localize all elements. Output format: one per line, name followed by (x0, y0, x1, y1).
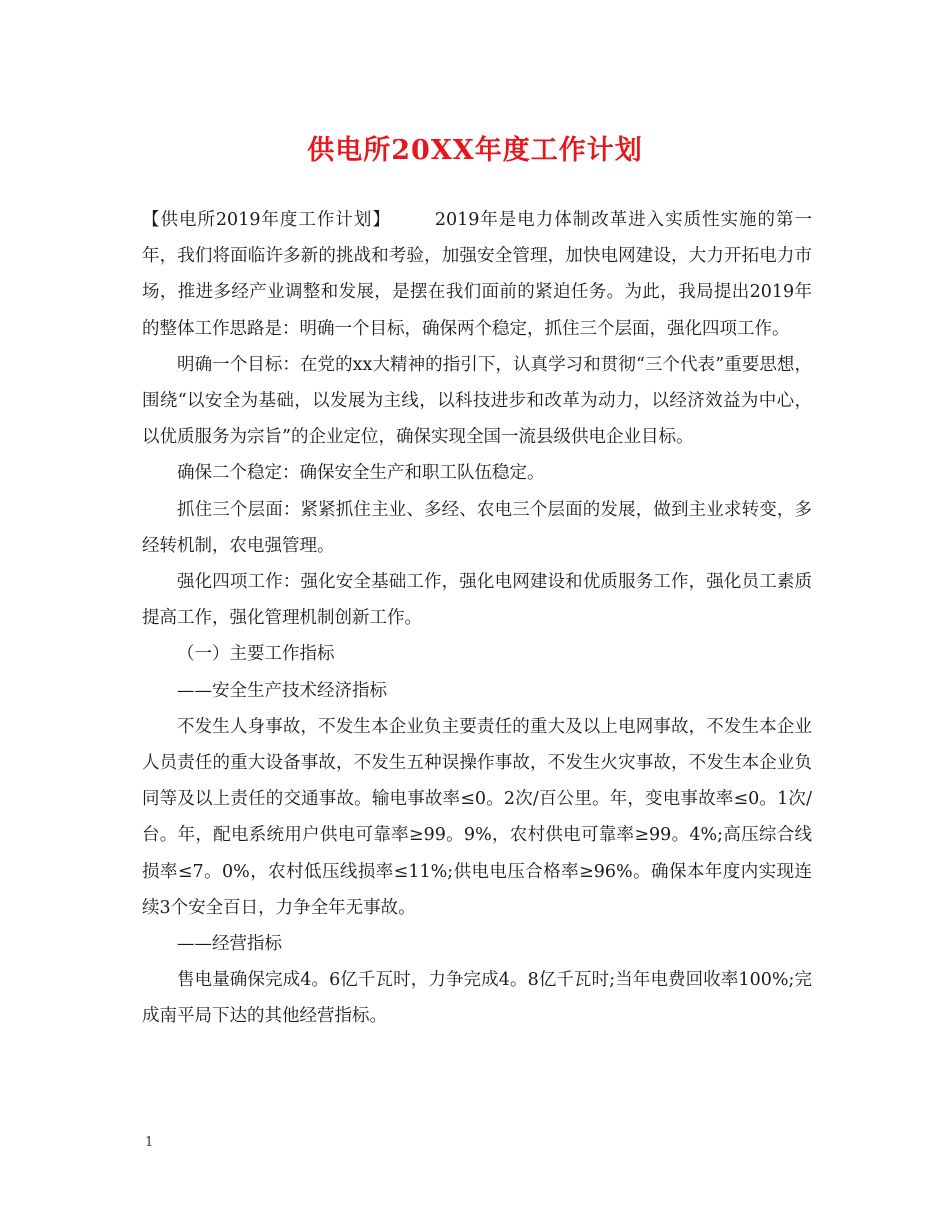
intro-text: 2019年是电力体制改革进入实质性实施的第一年，我们将面临许多新的挑战和考验，加强安全管理，加快电网建设，大力开拓电力市场，推进多经产业调整和发展，是摆在我们面前的紧迫任务。为此，我局提出2019年的整体工作思路是：明确一个目标，确保两个稳定，抓住三个层面，强化四项工作。 (142, 210, 812, 339)
intro-label: 【供电所2019年度工作计划】 (142, 210, 391, 230)
section-heading-main-indicators: （一）主要工作指标 (177, 644, 335, 665)
intro-paragraph (142, 202, 812, 347)
paragraph-four-tasks: 强化四项工作：强化安全基础工作，强化电网建设和优质服务工作，强化员工素质提高工作，强化管理机制创新工作。 (142, 572, 812, 629)
document-body (142, 202, 812, 1035)
paragraph-safety-indicators: 不发生人身事故，不发生本企业负主要责任的重大及以上电网事故，不发生本企业人员责任的重大设备事故，不发生五种误操作事故，不发生火灾事故，不发生本企业负同等及以上责任的交通事故。输电事故率≤0。2次/百公里。年，变电事故率≤0。1次/台。年，配电系统用户供电可靠率≥99。9%，农村供电可靠率≥99。4%;高压综合线损率≤7。0%，农村低压线损率≤11%;供电电压合格率≥96%。确保本年度内实现连续3个安全百日，力争全年无事故。 (142, 716, 812, 918)
paragraph-stability: 确保二个稳定：确保安全生产和职工队伍稳定。 (177, 463, 545, 484)
subheading-business-indicators: ——经营指标 (177, 934, 282, 955)
paragraph-business-indicators: 售电量确保完成4。6亿千瓦时，力争完成4。8亿千瓦时;当年电费回收率100%;完成南平局下达的其他经营指标。 (142, 970, 812, 1027)
document-title: 供电所20XX年度工作计划 (307, 135, 643, 166)
subheading-safety-indicators: ——安全生产技术经济指标 (177, 680, 387, 701)
paragraph-levels: 抓住三个层面：紧紧抓住主业、多经、农电三个层面的发展，做到主业求转变，多经转机制，农电强管理。 (142, 499, 812, 556)
paragraph-goal: 明确一个目标：在党的xx大精神的指引下，认真学习和贯彻“三个代表”重要思想，围绕“以安全为基础，以发展为主线，以科技进步和改革为动力，以经济效益为中心，以优质服务为宗旨”的企业定位，确保实现全国一流县级供电企业目标。 (142, 354, 812, 448)
page-number: 1 (145, 1135, 154, 1150)
